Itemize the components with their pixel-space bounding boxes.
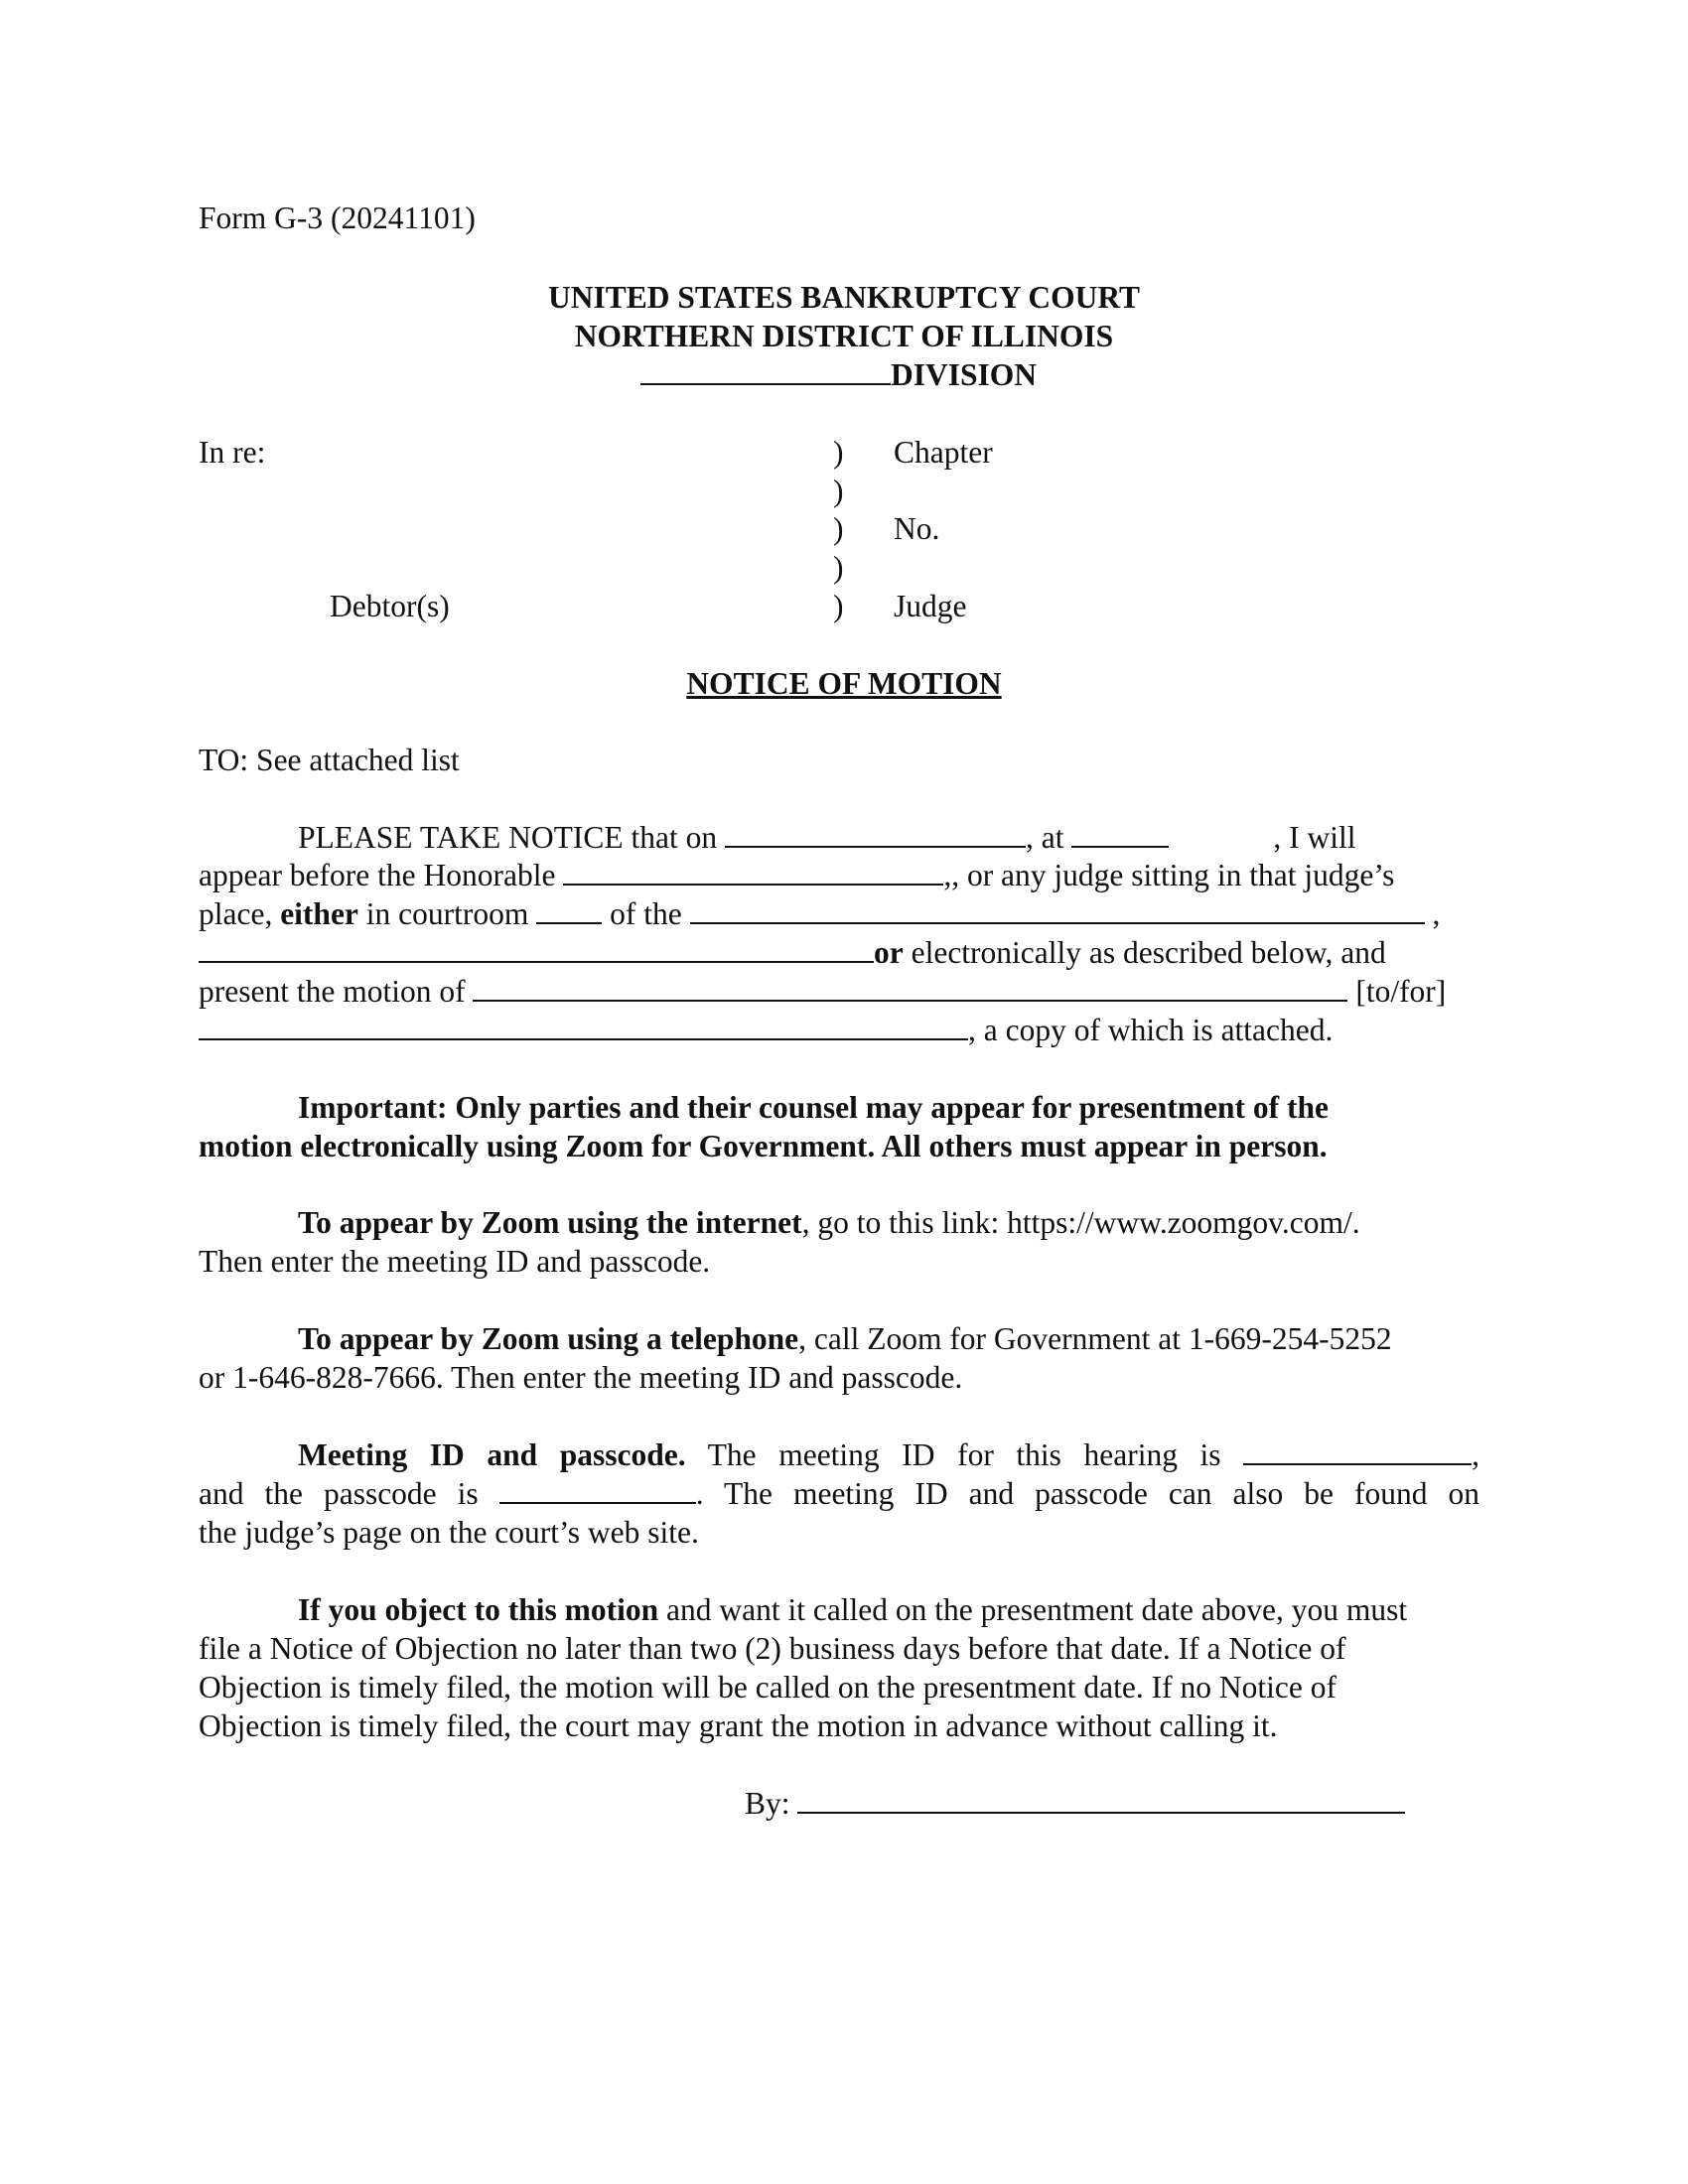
court-district: NORTHERN DISTRICT OF ILLINOIS — [574, 319, 1114, 353]
notice-line-6: , a copy of which is attached. — [199, 1011, 1333, 1049]
document-title: NOTICE OF MOTION — [686, 666, 1002, 701]
meeting-id-blank[interactable] — [1243, 1436, 1472, 1465]
objection-line-1: If you object to this motion and want it called on the presentment date above, you must — [298, 1592, 1408, 1627]
chapter-label: Chapter — [894, 435, 993, 470]
notice-line-4: or electronically as described below, and — [199, 933, 1386, 972]
meeting-line-3: the judge’s page on the court’s web site. — [199, 1515, 699, 1550]
division-label: DIVISION — [891, 357, 1038, 392]
caption-paren: ) — [833, 435, 844, 470]
in-re-label: In re: — [199, 435, 266, 470]
form-id: Form G-3 (20241101) — [199, 201, 476, 235]
meeting-line-1: Meeting ID and passcode. The meeting ID for this hearing is , — [298, 1437, 1480, 1472]
hearing-date-blank[interactable] — [725, 819, 1026, 848]
movant-blank[interactable] — [473, 973, 1347, 1002]
caption-paren: ) — [833, 511, 844, 546]
debtors-label: Debtor(s) — [330, 589, 450, 623]
zoom-internet-line-2: Then enter the meeting ID and passcode. — [199, 1244, 711, 1279]
caption-paren: ) — [833, 589, 844, 623]
signature-blank[interactable] — [797, 1785, 1405, 1814]
important-line-2: motion electronically using Zoom for Government. All others must appear in person. — [199, 1129, 1328, 1163]
hearing-time-blank[interactable] — [1071, 819, 1169, 848]
objection-line-2: file a Notice of Objection no later than two (2) business days before that date. If a Notice of — [199, 1631, 1346, 1666]
court-name: UNITED STATES BANKRUPTCY COURT — [547, 280, 1141, 315]
signature-line — [745, 1784, 1405, 1823]
zoom-internet-line-1: To appear by Zoom using the internet, go to this link: https://www.zoomgov.com/. — [298, 1205, 1360, 1240]
meeting-line-2: and the passcode is . The meeting ID and passcode can also be found on — [199, 1476, 1480, 1511]
notice-line-5: present the motion of [to/for] — [199, 974, 1447, 1009]
division-blank[interactable] — [640, 356, 891, 385]
division-line — [640, 355, 1037, 394]
zoom-phone-line-1: To appear by Zoom using a telephone, call Zoom for Government at 1-669-254-5252 — [298, 1321, 1392, 1356]
objection-line-3: Objection is timely filed, the motion will be called on the presentment date. If no Notice of — [199, 1670, 1336, 1705]
judge-name-blank[interactable] — [563, 857, 943, 886]
courthouse-blank[interactable] — [690, 895, 1425, 924]
signature-by-label: By: — [745, 1786, 790, 1821]
objection-line-4: Objection is timely filed, the court may grant the motion in advance without calling it. — [199, 1708, 1278, 1743]
judge-label: Judge — [894, 589, 967, 623]
notice-line-1: PLEASE TAKE NOTICE that on , at , I will — [298, 820, 1356, 855]
case-number-label: No. — [894, 511, 940, 546]
notice-line-3: place, either in courtroom of the , — [199, 896, 1441, 931]
location-blank[interactable] — [199, 934, 874, 963]
important-line-1: Important: Only parties and their counsel may appear for presentment of the — [298, 1090, 1330, 1125]
caption-paren: ) — [833, 550, 844, 585]
to-line: TO: See attached list — [199, 743, 460, 777]
relief-blank[interactable] — [199, 1012, 968, 1040]
courtroom-blank[interactable] — [536, 895, 602, 924]
passcode-blank[interactable] — [499, 1475, 696, 1504]
caption-paren: ) — [833, 474, 844, 508]
zoom-phone-line-2: or 1-646-828-7666. Then enter the meeting ID and passcode. — [199, 1360, 963, 1395]
notice-line-2: appear before the Honorable ,, or any judge sitting in that judge’s — [199, 858, 1395, 892]
